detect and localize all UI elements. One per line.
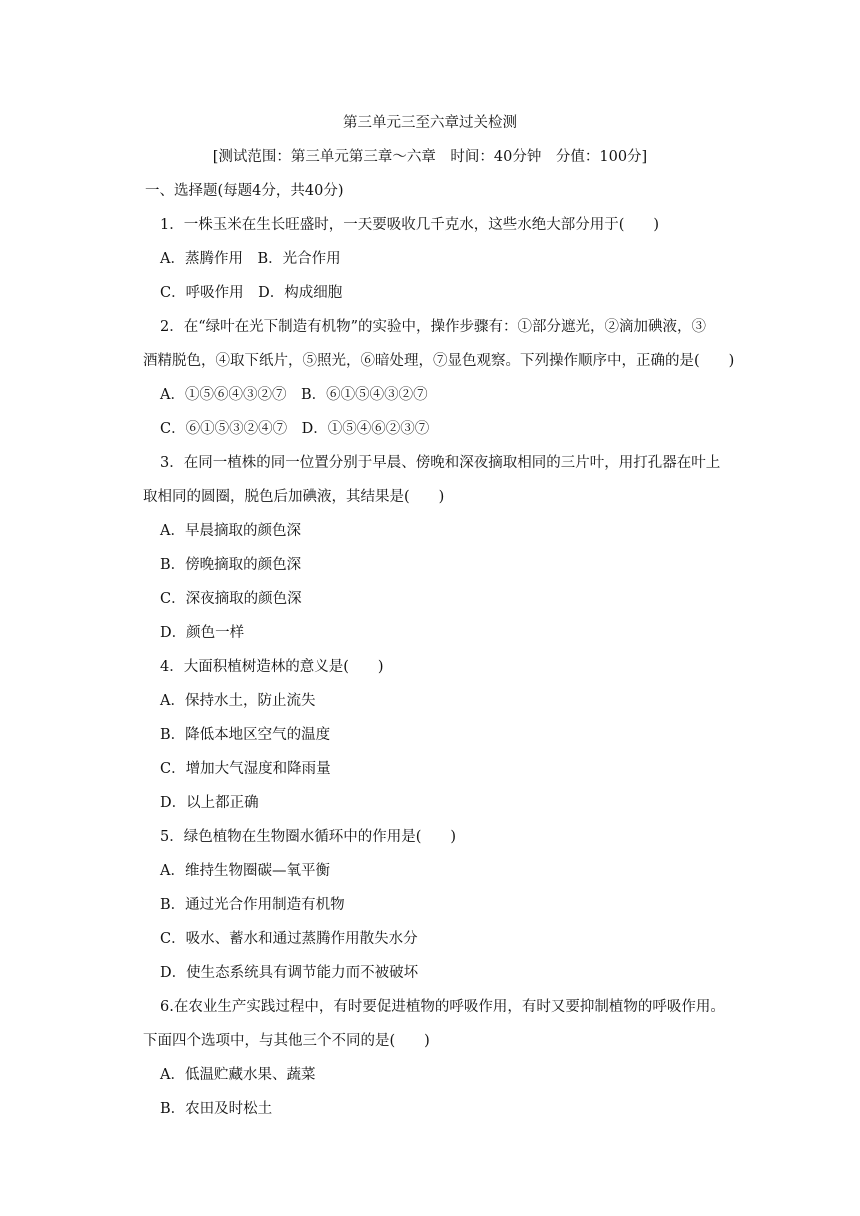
question-5-option-c: C．吸水、蓄水和通过蒸腾作用散失水分 (160, 931, 418, 947)
document-title: 第三单元三至六章过关检测 (343, 115, 517, 131)
question-2-options-row-1: A．①⑤⑥④③②⑦ B．⑥①⑤④③②⑦ (160, 387, 428, 403)
test-info: [测试范围：第三单元第三章～六章 时间：40分钟 分值：100分] (212, 149, 648, 165)
question-5-stem: 5．绿色植物在生物圈水循环中的作用是( ) (160, 829, 457, 845)
question-4-option-b: B．降低本地区空气的温度 (160, 727, 331, 743)
question-2-stem-line-1: 2．在“绿叶在光下制造有机物”的实验中，操作步骤有：①部分遮光，②滴加碘液，③ (160, 319, 707, 335)
question-2-stem-line-2: 酒精脱色，④取下纸片，⑤照光，⑥暗处理，⑦显色观察。下列操作顺序中，正确的是( ) (143, 353, 735, 369)
question-6-option-b: B．农田及时松土 (160, 1101, 273, 1117)
question-4-option-d: D．以上都正确 (160, 795, 259, 811)
question-3-stem-line-2: 取相同的圆圈，脱色后加碘液，其结果是( ) (143, 489, 445, 505)
question-4-option-c: C．增加大气湿度和降雨量 (160, 761, 331, 777)
question-3-option-b: B．傍晚摘取的颜色深 (160, 557, 302, 573)
section-heading: 一、选择题(每题4分，共40分) (145, 183, 344, 199)
question-6-stem-line-2: 下面四个选项中，与其他三个不同的是( ) (143, 1033, 430, 1049)
question-3-option-a: A．早晨摘取的颜色深 (160, 523, 301, 539)
question-3-option-d: D．颜色一样 (160, 625, 245, 641)
question-1-options-row-2: C．呼吸作用 D．构成细胞 (160, 285, 343, 301)
question-3-option-c: C．深夜摘取的颜色深 (160, 591, 302, 607)
question-3-stem-line-1: 3．在同一植株的同一位置分别于早晨、傍晚和深夜摘取相同的三片叶，用打孔器在叶上 (160, 455, 721, 471)
question-5-option-b: B．通过光合作用制造有机物 (160, 897, 345, 913)
question-4-stem: 4．大面积植树造林的意义是( ) (160, 659, 384, 675)
question-2-options-row-2: C．⑥①⑤③②④⑦ D．①⑤④⑥②③⑦ (160, 421, 430, 437)
question-5-option-d: D．使生态系统具有调节能力而不被破坏 (160, 965, 419, 981)
question-1-stem: 1．一株玉米在生长旺盛时，一天要吸收几千克水，这些水绝大部分用于( ) (160, 217, 660, 233)
question-4-option-a: A．保持水土，防止流失 (160, 693, 316, 709)
question-1-options-row-1: A．蒸腾作用 B．光合作用 (160, 251, 341, 267)
question-6-stem-line-1: 6.在农业生产实践过程中，有时要促进植物的呼吸作用，有时又要抑制植物的呼吸作用。 (160, 999, 725, 1015)
question-6-option-a: A．低温贮藏水果、蔬菜 (160, 1067, 316, 1083)
question-5-option-a: A．维持生物圈碳—氧平衡 (160, 863, 330, 879)
